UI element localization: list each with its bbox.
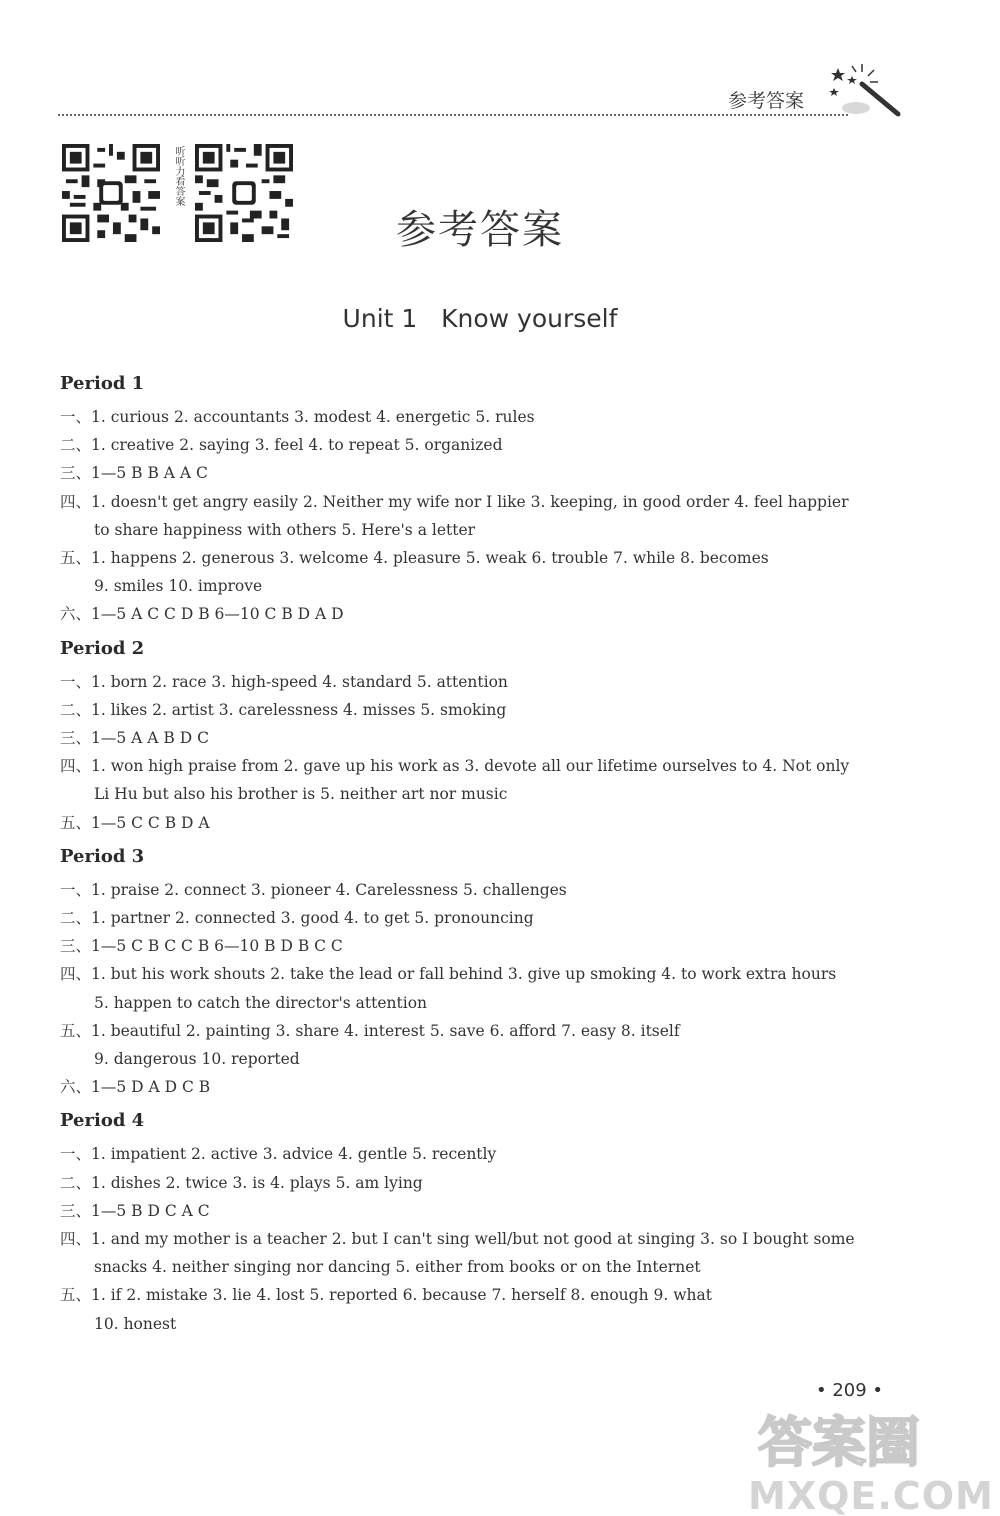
answer-line: Li Hu but also his brother is 5. neither art nor music (94, 785, 508, 804)
answer-key (60, 368, 910, 1342)
period-section (60, 1105, 910, 1337)
answer-line: 二、1. dishes 2. twice 3. is 4. plays 5. am lying (60, 1173, 423, 1192)
period-title: Period 3 (60, 845, 145, 867)
answer-line: 四、1. but his work shouts 2. take the lead or fall behind 3. give up smoking 4. to work extra hours (60, 965, 837, 984)
answer-line: 五、1—5 C C B D A (60, 813, 210, 832)
answer-line: 四、1. and my mother is a teacher 2. but I can't sing well/but not good at singing 3. so I bought some (60, 1230, 855, 1249)
answer-line: 四、1. won high praise from 2. gave up his work as 3. devote all our lifetime ourselves to 4. Not only (60, 757, 850, 776)
answer-line: 一、1. impatient 2. active 3. advice 4. gentle 5. recently (60, 1145, 497, 1164)
answer-line: 三、1—5 B B A A C (60, 464, 208, 483)
magic-wand-icon (822, 62, 902, 120)
answer-line: 二、1. partner 2. connected 3. good 4. to get 5. pronouncing (60, 909, 534, 928)
page-title: 参考答案 (396, 207, 564, 253)
period-title: Period 4 (60, 1110, 145, 1132)
answer-line: snacks 4. neither singing nor dancing 5. either from books or on the Internet (94, 1258, 701, 1277)
period-section (60, 368, 910, 629)
period-section (60, 633, 910, 837)
qr-caption: 听听力看答案 (173, 146, 184, 206)
watermark-text: 答案圈 (758, 1411, 920, 1474)
answer-line: 五、1. if 2. mistake 3. lie 4. lost 5. reported 6. because 7. herself 8. enough 9. what (60, 1286, 712, 1305)
answer-line: 三、1—5 B D C A C (60, 1201, 210, 1220)
answer-line: 一、1. praise 2. connect 3. pioneer 4. Carelessness 5. challenges (60, 880, 567, 899)
watermark-logo (730, 1395, 1000, 1516)
answer-line: to share happiness with others 5. Here's a letter (94, 520, 476, 539)
answer-line: 五、1. happens 2. generous 3. welcome 4. pleasure 5. weak 6. trouble 7. while 8. becomes (60, 549, 769, 568)
header-label: 参考答案 (728, 90, 805, 112)
answer-line: 三、1—5 A A B D C (60, 729, 209, 748)
answer-line: 10. honest (94, 1314, 177, 1333)
answer-line: 六、1—5 A C C D B 6—10 C B D A D (60, 605, 344, 624)
watermark-url: MXQE.COM (748, 1474, 994, 1516)
answer-line: 一、1. born 2. race 3. high-speed 4. standard 5. attention (60, 672, 508, 691)
unit-title: Unit 1 Know yourself (342, 304, 618, 333)
period-section (60, 841, 910, 1102)
answer-line: 三、1—5 C B C C B 6—10 B D B C C (60, 937, 343, 956)
header-divider (58, 114, 848, 116)
page-number: • 209 • (816, 1380, 884, 1401)
answer-line: 9. dangerous 10. reported (94, 1050, 300, 1069)
answer-line: 一、1. curious 2. accountants 3. modest 4. energetic 5. rules (60, 408, 535, 426)
answer-line: 9. smiles 10. improve (94, 577, 263, 596)
period-title: Period 2 (60, 637, 145, 659)
answer-line: 五、1. beautiful 2. painting 3. share 4. interest 5. save 6. afford 7. easy 8. itself (60, 1021, 680, 1040)
answer-line: 5. happen to catch the director's attention (94, 993, 428, 1012)
answer-line: 四、1. doesn't get angry easily 2. Neither my wife nor I like 3. keeping, in good order 4. feel happier (60, 492, 849, 511)
answer-line: 二、1. likes 2. artist 3. carelessness 4. misses 5. smoking (60, 700, 507, 719)
answer-line: 二、1. creative 2. saying 3. feel 4. to repeat 5. organized (60, 436, 503, 455)
answer-line: 六、1—5 D A D C B (60, 1078, 211, 1097)
period-title: Period 1 (60, 373, 145, 394)
